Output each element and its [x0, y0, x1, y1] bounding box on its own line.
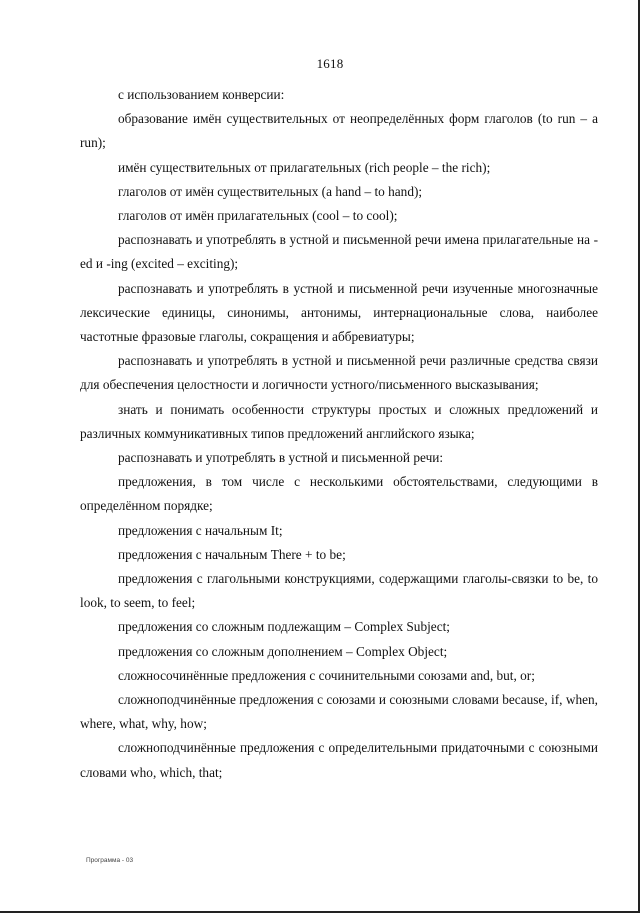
paragraph: предложения с начальным There + to be;: [118, 546, 346, 562]
paragraph: глаголов от имён прилагательных (cool – to cool);: [118, 208, 398, 224]
paragraph: распознавать и употреблять в устной и письменной речи изученные многозначные лексические единицы, синонимы, антонимы, интернациональные слова, наиболее частотные фразовые глаголы, сокращения и аббревиатуры;: [80, 280, 598, 345]
paragraph: сложносочинённые предложения с сочинительными союзами and, but, or;: [118, 667, 535, 683]
paragraph: знать и понимать особенности структуры простых и сложных предложений и различных коммуникативных типов предложений английского языка;: [80, 401, 598, 441]
document-body: [80, 83, 598, 785]
paragraph: с использованием конверсии:: [118, 87, 285, 102]
page-number: 1618: [316, 56, 344, 71]
paragraph: предложения с глагольными конструкциями, содержащими глаголы-связки to be, to look, to seem, to feel;: [80, 571, 598, 611]
paragraph: предложения со сложным дополнением – Complex Object;: [118, 643, 448, 659]
paragraph: предложения со сложным подлежащим – Complex Subject;: [118, 619, 450, 635]
paragraph: предложения с начальным It;: [118, 522, 283, 538]
paragraph: глаголов от имён существительных (a hand – to hand);: [118, 183, 423, 199]
paragraph: образование имён существительных от неопределённых форм глаголов (to run – a run);: [80, 111, 598, 151]
paragraph: имён существительных от прилагательных (rich people – the rich);: [118, 159, 491, 175]
paragraph: сложноподчинённые предложения с союзами и союзными словами because, if, when, where, what, why, how;: [80, 692, 598, 732]
paragraph: распознавать и употреблять в устной и письменной речи различные средства связи для обеспечения целостности и логичности устного/письменного высказывания;: [80, 353, 598, 393]
paragraph: сложноподчинённые предложения с определительными придаточными с союзными словами who, which, that;: [80, 740, 598, 780]
paragraph: предложения, в том числе с несколькими обстоятельствами, следующими в определённом порядке;: [80, 474, 598, 514]
page-footer: Программа - 03: [86, 857, 134, 864]
paragraph: распознавать и употреблять в устной и письменной речи:: [118, 450, 444, 466]
paragraph: распознавать и употреблять в устной и письменной речи имена прилагательные на -ed и -ing (excited – exciting);: [80, 232, 598, 272]
